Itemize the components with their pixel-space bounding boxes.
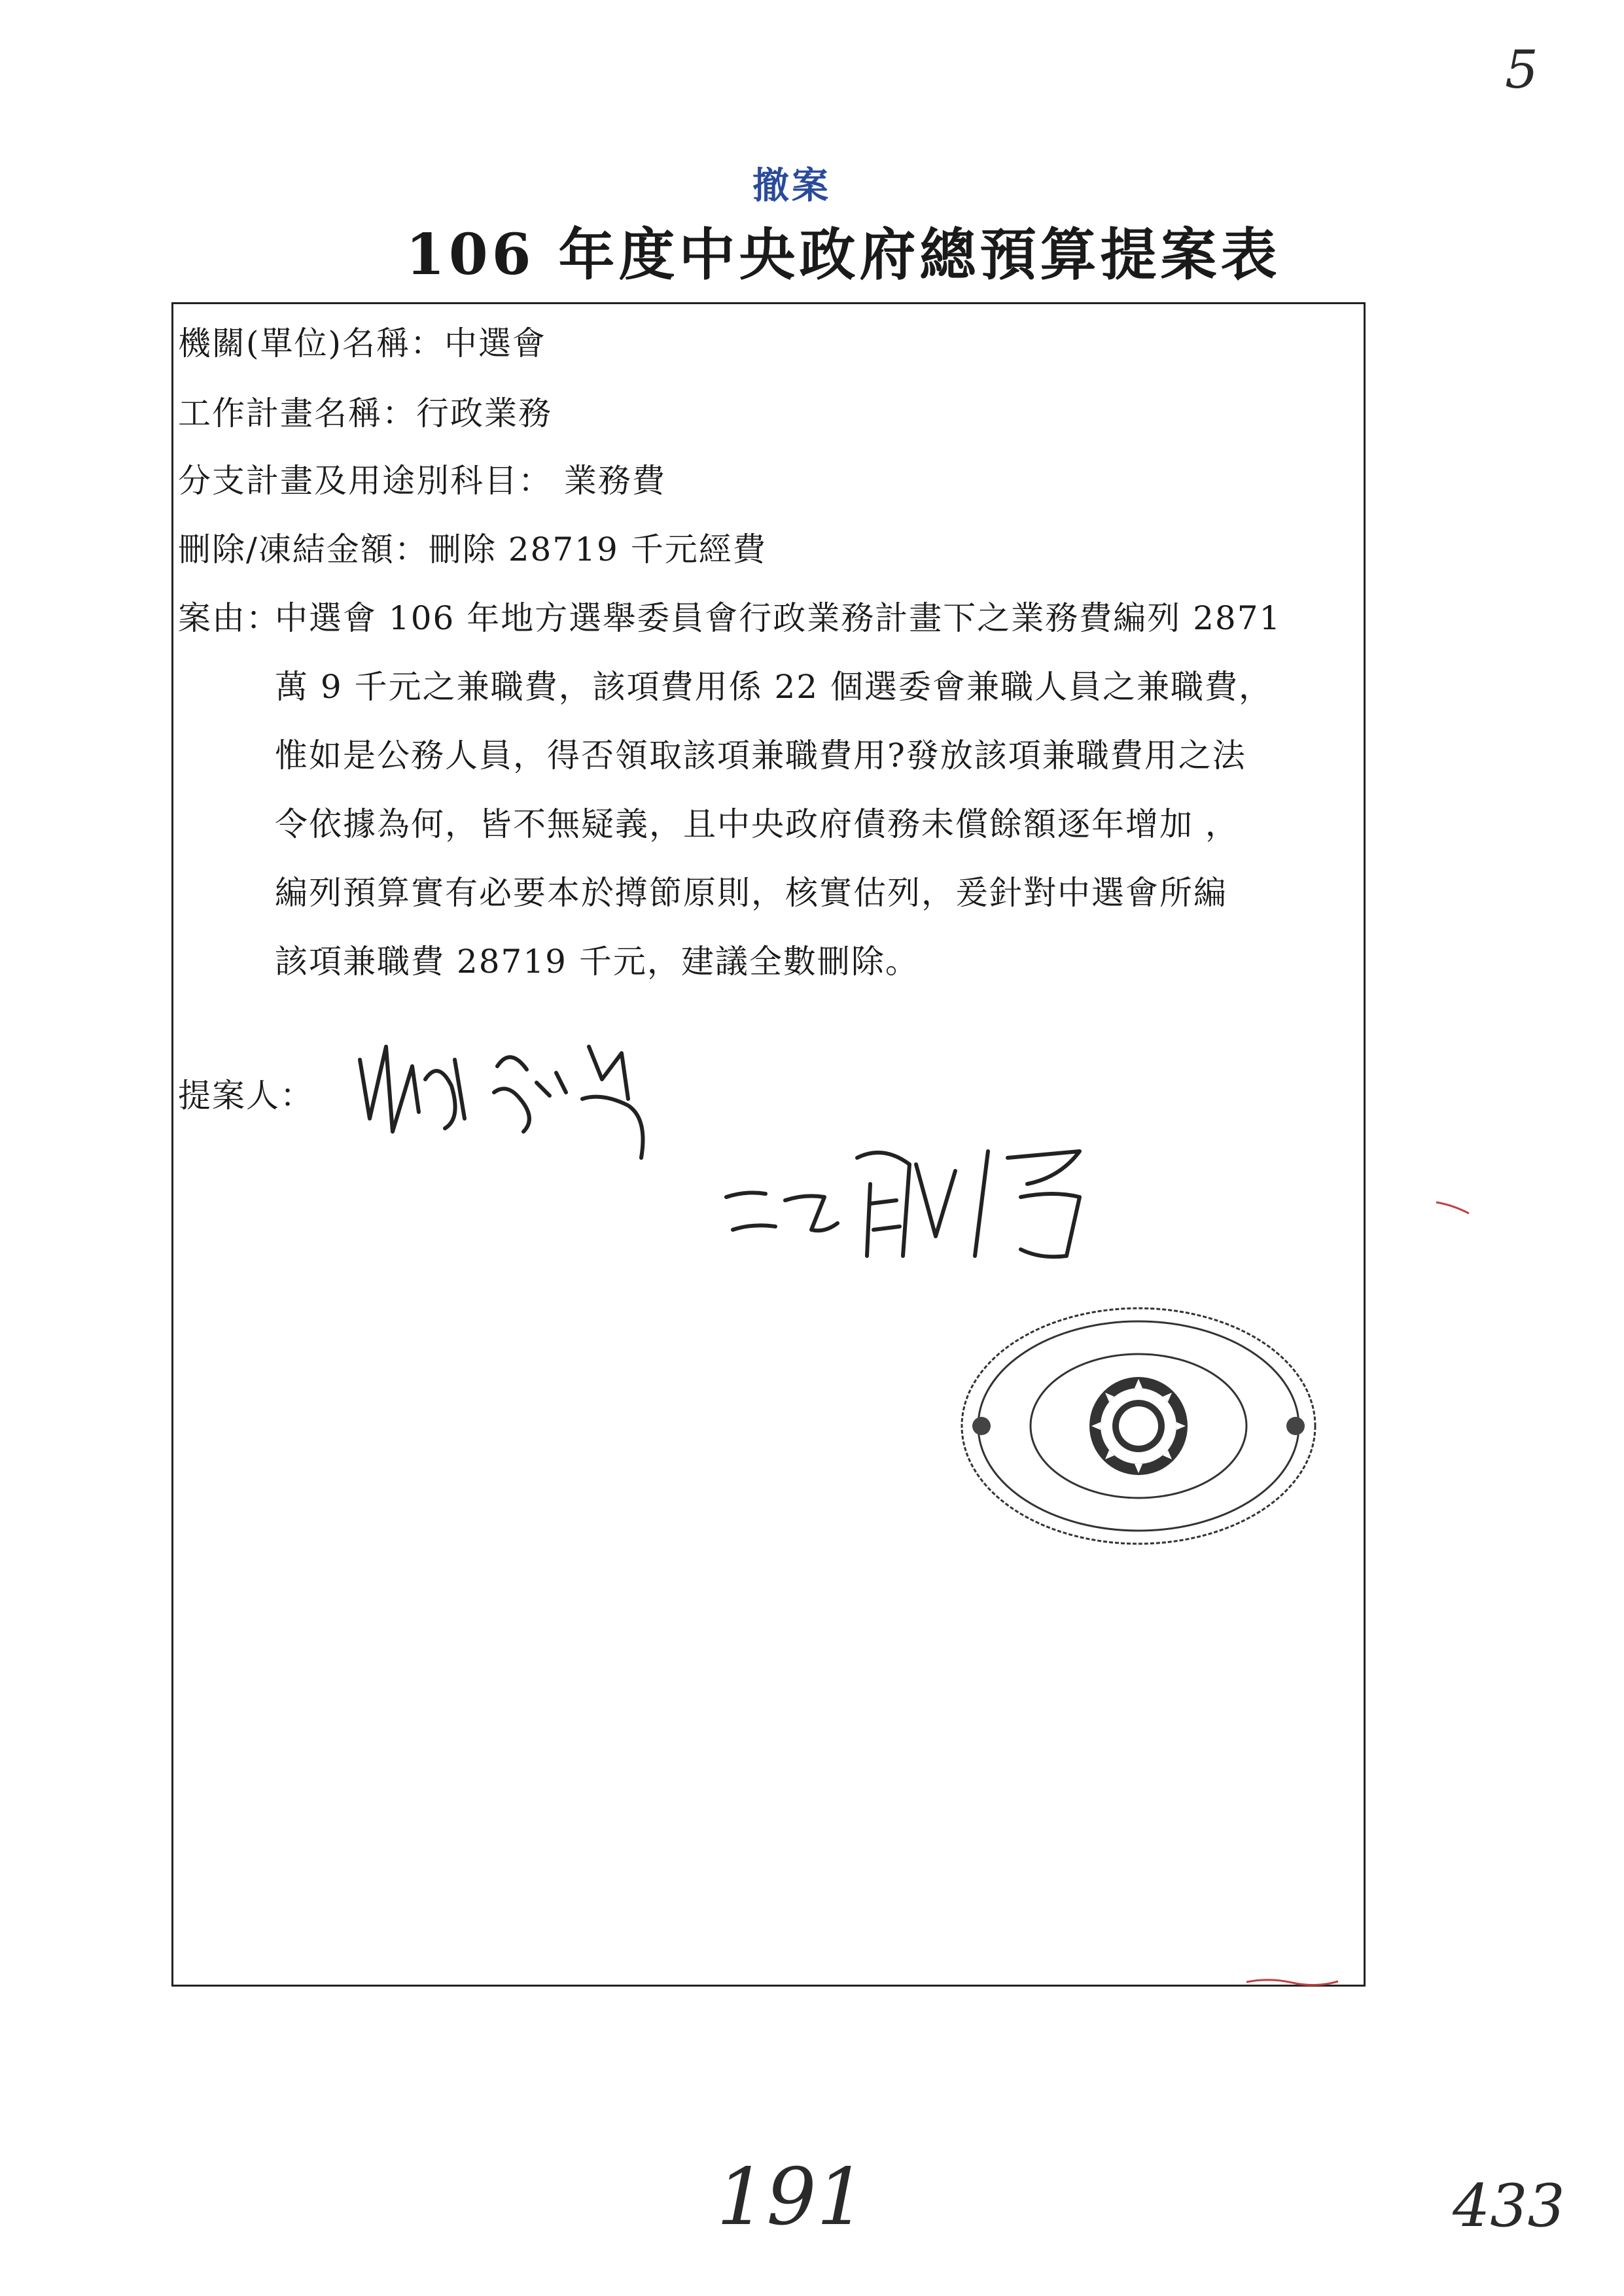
pen-mark <box>1433 1197 1472 1217</box>
reason-line: 令依據為何，皆不無疑義，且中央政府債務未償餘額逐年增加 ， <box>275 805 1239 843</box>
signature-2 <box>713 1125 1119 1276</box>
reason-line: 中選會 106 年地方選舉委員會行政業務計畫下之業務費編列 2871 <box>275 599 1282 637</box>
withdrawn-stamp: 撤案 <box>752 164 831 207</box>
bottom-page-number: 191 <box>716 2152 867 2243</box>
page-corner-number: 5 <box>1505 39 1538 100</box>
reason-line: 惟如是公務人員，得否領取該項兼職費用?發放該項兼職費用之法 <box>275 737 1246 774</box>
work-plan-field: 工作計畫名稱：行政業務 <box>178 394 552 432</box>
proposer-label: 提案人： <box>178 1077 314 1115</box>
reason-line: 萬 9 千元之兼職費，該項費用係 22 個選委會兼職人員之兼職費， <box>275 668 1273 706</box>
amount-field: 刪除/凍結金額：刪除 28719 千元經費 <box>178 531 767 568</box>
pen-mark <box>1243 1972 1341 1992</box>
reason-label: 案由： <box>178 599 280 637</box>
sub-plan-field: 分支計畫及用途別科目： 業務費 <box>178 462 666 500</box>
form-title: 106 年度中央政府總預算提案表 <box>406 222 1281 288</box>
reason-line: 編列預算實有必要本於撙節原則，核實估列，爰針對中選會所編 <box>275 874 1227 912</box>
party-seal <box>955 1298 1322 1554</box>
reason-line: 該項兼職費 28719 千元，建議全數刪除。 <box>275 943 919 981</box>
signature-1 <box>340 1020 680 1177</box>
agency-field: 機關(單位)名稱：中選會 <box>178 324 547 362</box>
bottom-archive-number: 433 <box>1453 2172 1565 2240</box>
